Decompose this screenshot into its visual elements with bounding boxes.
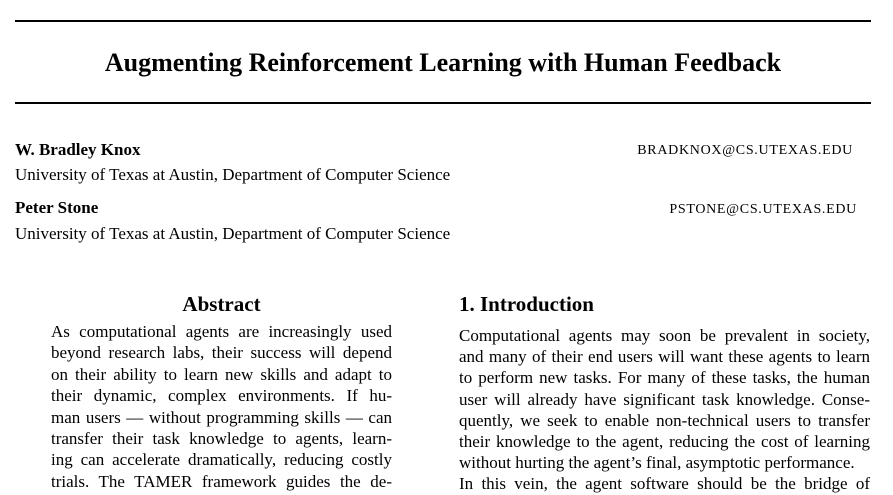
- introduction-body: [459, 325, 870, 495]
- abstract-line: their dynamic, complex environments. If hu-: [51, 386, 392, 406]
- abstract-body: [51, 321, 392, 492]
- author-affiliation: University of Texas at Austin, Department of Computer Science: [15, 165, 451, 184]
- top-rule: [15, 20, 871, 22]
- intro-line: their knowledge to the agent, reducing the cost of learning: [459, 432, 870, 452]
- abstract-line: man users — without programming skills — can: [51, 407, 392, 427]
- intro-line: and many of their end users will want these agents to learn: [459, 347, 870, 367]
- author-email: PSTONE@CS.UTEXAS.EDU: [669, 202, 857, 217]
- intro-line: In this vein, the agent software should be the bridge of: [459, 474, 870, 494]
- author-name: Peter Stone: [15, 198, 99, 217]
- abstract-line: beyond research labs, their success will depend: [51, 343, 392, 363]
- author-email: BRADKNOX@CS.UTEXAS.EDU: [637, 143, 853, 158]
- intro-line: Computational agents may soon be prevalent in society,: [459, 326, 870, 345]
- abstract-line: ing can accelerate dramatically, reducing costly: [51, 450, 392, 470]
- paper-title: Augmenting Reinforcement Learning with Human Feedback: [104, 48, 782, 77]
- section-heading-introduction: 1. Introduction: [459, 292, 594, 316]
- title-bottom-rule: [15, 102, 871, 104]
- author-name: W. Bradley Knox: [15, 140, 141, 159]
- intro-line: to perform new tasks. For many of these tasks, the human: [459, 368, 870, 388]
- author-affiliation: University of Texas at Austin, Department of Computer Science: [15, 224, 451, 243]
- intro-line: quently, we seek to enable non-technical users to transfer: [459, 410, 870, 430]
- abstract-line: As computational agents are increasingly used: [51, 322, 392, 341]
- abstract-line: trials. The TAMER framework guides the de-: [51, 471, 392, 491]
- intro-line: user will already have significant task knowledge. Conse-: [459, 389, 870, 409]
- abstract-line: on their ability to learn new skills and adapt to: [51, 364, 392, 384]
- abstract-heading: Abstract: [182, 292, 261, 316]
- intro-line: without hurting the agent’s final, asymptotic performance.: [459, 453, 855, 473]
- abstract-line: transfer their task knowledge to agents, learn-: [51, 429, 392, 449]
